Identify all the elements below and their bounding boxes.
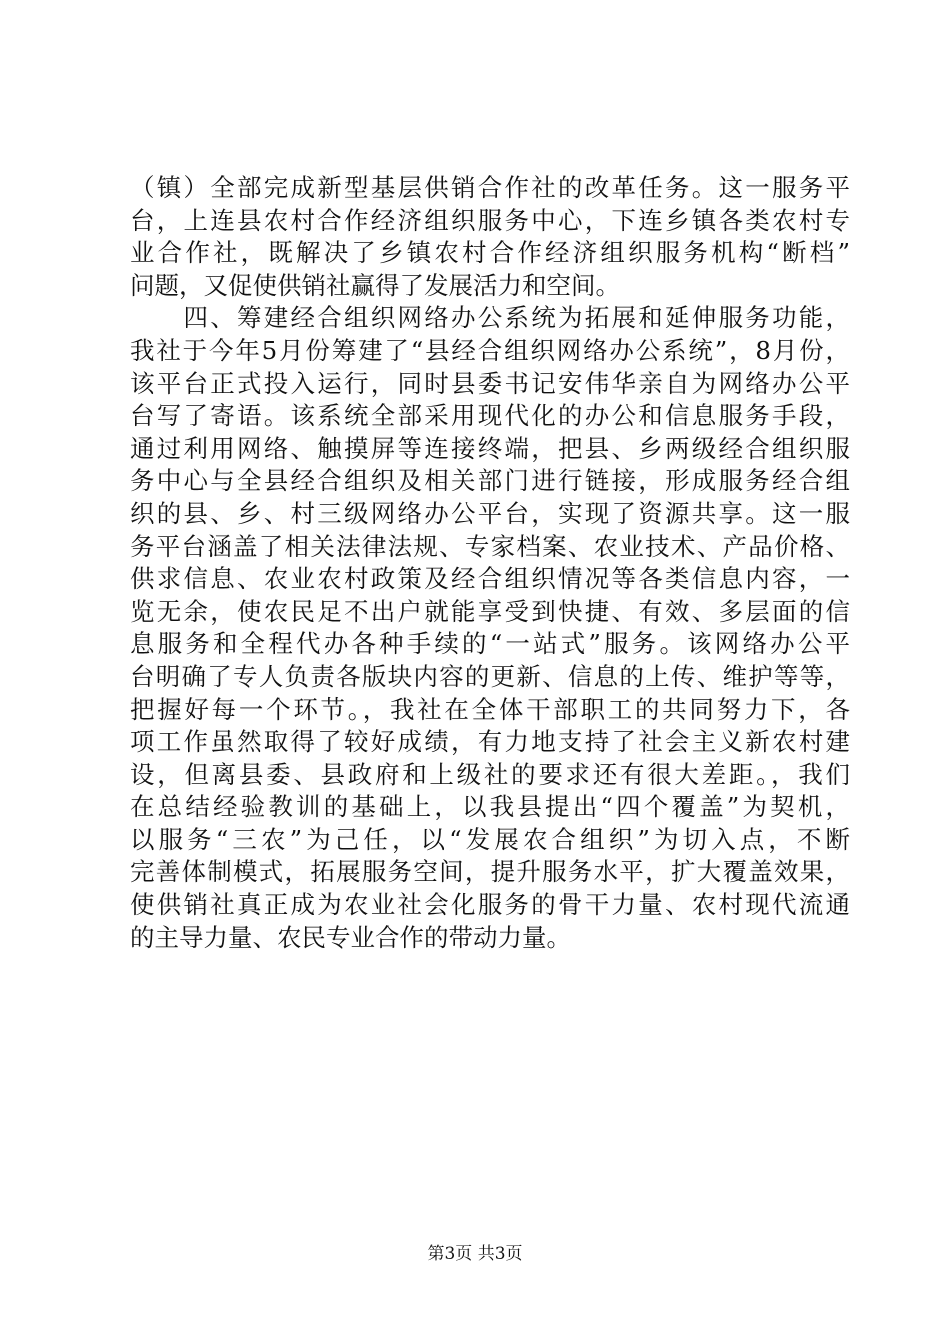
- text-line: 织的县、乡、村三级网络办公平台，实现了资源共享。这一服: [130, 498, 850, 528]
- text-line: 通过利用网络、触摸屏等连接终端，把县、乡两级经合组织服: [130, 433, 850, 463]
- text-line: 务平台涵盖了相关法律法规、专家档案、农业技术、产品价格、: [130, 531, 850, 561]
- text-line: 台明确了专人负责各版块内容的更新、信息的上传、维护等等，: [130, 661, 850, 691]
- text-line: 务中心与全县经合组织及相关部门进行链接，形成服务经合组: [130, 466, 850, 496]
- text-line: 台写了寄语。该系统全部采用现代化的办公和信息服务手段，: [130, 401, 850, 431]
- text-line: 该平台正式投入运行，同时县委书记安伟华亲自为网络办公平: [130, 368, 850, 398]
- text-line: 问题，又促使供销社赢得了发展活力和空间。: [130, 270, 620, 300]
- text-line: 我社于今年5月份筹建了“县经合组织网络办公系统”，8月份，: [130, 335, 850, 365]
- text-line: 把握好每一个环节。，我社在全体干部职工的共同努力下，各: [130, 694, 850, 724]
- page-footer: 第3页 共3页: [427, 1244, 523, 1264]
- text-line: 供求信息、农业农村政策及经合组织情况等各类信息内容，一: [130, 564, 850, 594]
- text-line: 以服务“三农”为己任，以“发展农合组织”为切入点，不断: [130, 824, 850, 854]
- text-line: 业合作社，既解决了乡镇农村合作经济组织服务机构“断档”: [130, 238, 850, 268]
- text-line: 台，上连县农村合作经济组织服务中心，下连乡镇各类农村专: [130, 205, 850, 235]
- text-line: 的主导力量、农民专业合作的带动力量。: [130, 922, 571, 952]
- text-line: 四、筹建经合组织网络办公系统为拓展和延伸服务功能，: [130, 303, 850, 333]
- text-line: （镇）全部完成新型基层供销合作社的改革任务。这一服务平: [130, 173, 850, 202]
- text-line: 设，但离县委、县政府和上级社的要求还有很大差距。，我们: [130, 759, 850, 789]
- text-line: 览无余，使农民足不出户就能享受到快捷、有效、多层面的信: [130, 596, 850, 626]
- text-line: 完善体制模式，拓展服务空间，提升服务水平，扩大覆盖效果，: [130, 857, 850, 887]
- text-line: 息服务和全程代办各种手续的“一站式”服务。该网络办公平: [130, 629, 850, 659]
- body-text: [130, 172, 850, 954]
- text-line: 项工作虽然取得了较好成绩，有力地支持了社会主义新农村建: [130, 727, 850, 757]
- text-line: 在总结经验教训的基础上，以我县提出“四个覆盖”为契机，: [130, 792, 850, 822]
- text-line: 使供销社真正成为农业社会化服务的骨干力量、农村现代流通: [130, 890, 850, 920]
